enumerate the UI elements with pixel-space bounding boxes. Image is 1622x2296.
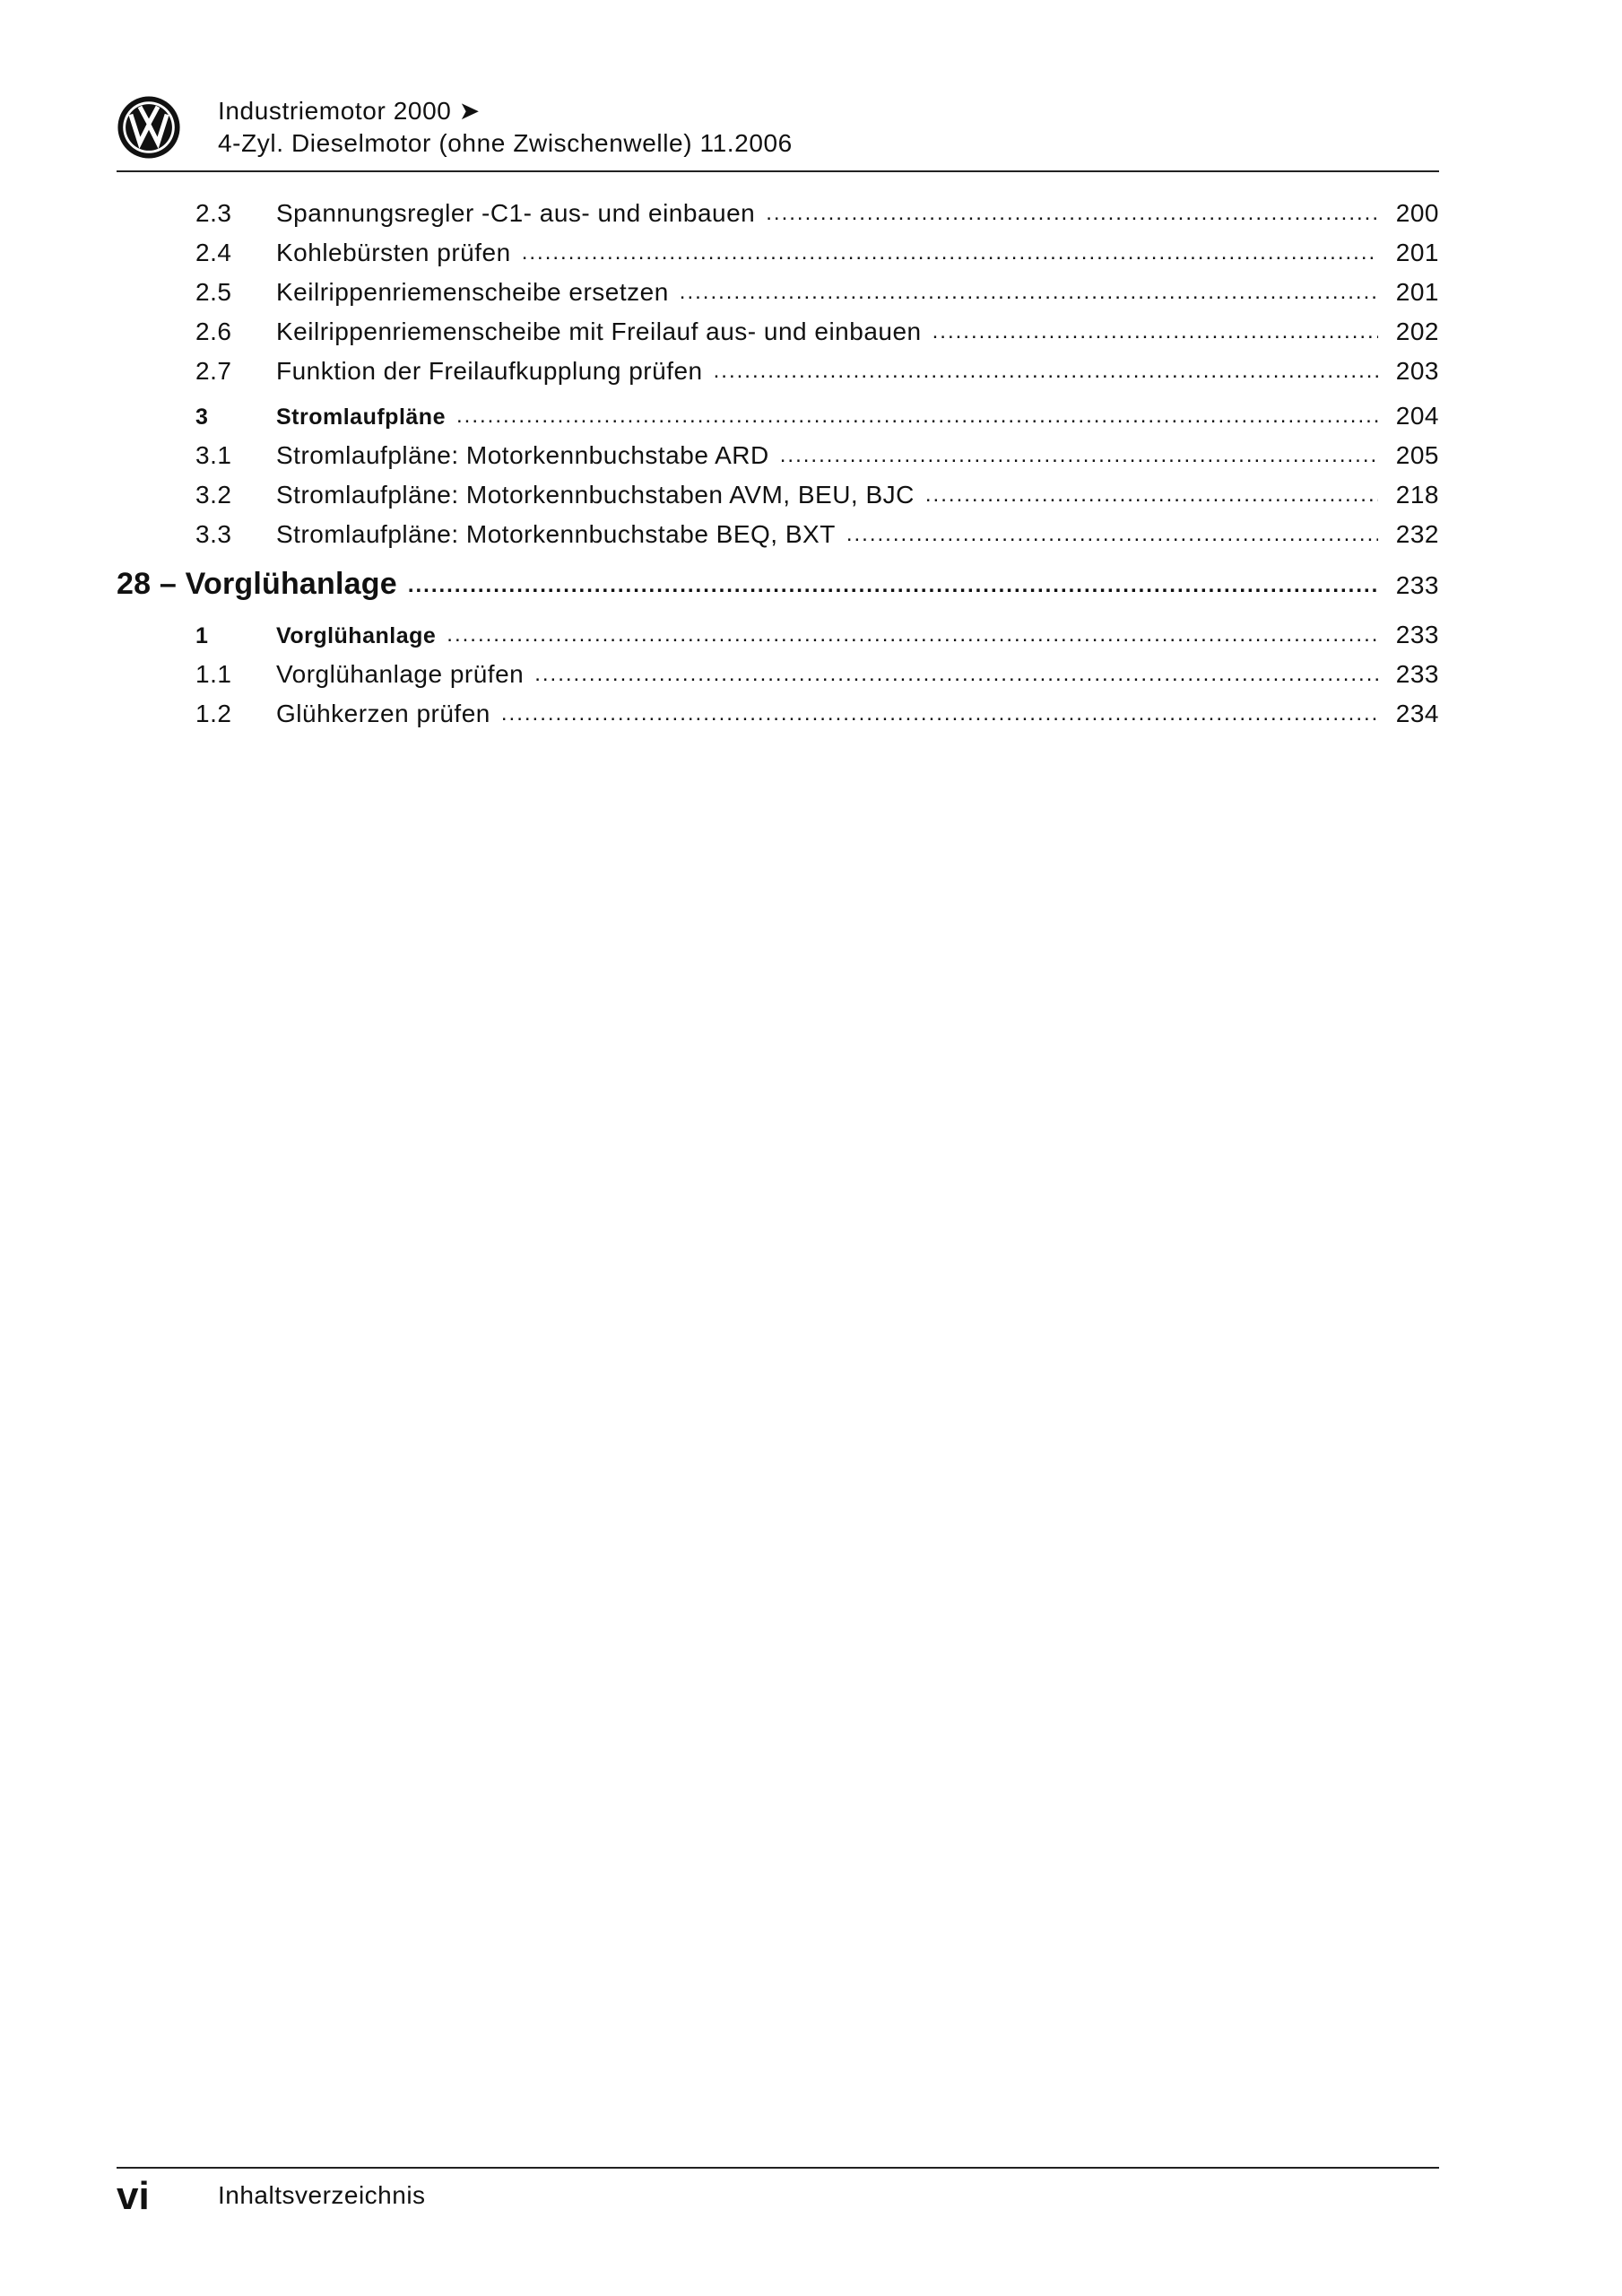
toc-entry-number: 2.5 (195, 278, 232, 306)
toc-entry-title: Stromlaufpläne: Motorkennbuchstabe ARD (276, 441, 769, 469)
toc-entry-page: 233 (1395, 621, 1439, 648)
footer-section-label: Inhaltsverzeichnis (218, 2181, 426, 2209)
toc-entry-title: Funktion der Freilaufkupplung prüfen (276, 357, 703, 385)
toc-entry-number: 2.3 (195, 199, 232, 227)
footer-page-number: vi (117, 2174, 150, 2218)
toc-chapter-title: 28 – Vorglühanlage (117, 567, 397, 601)
dot-leader (925, 483, 1378, 508)
table-of-contents (117, 199, 1439, 739)
toc-entry[interactable] (117, 481, 1439, 520)
dot-leader (846, 522, 1378, 547)
toc-entry-number: 3.1 (195, 441, 232, 469)
toc-entry-title: Vorglühanlage (276, 623, 437, 648)
footer-divider (117, 2167, 1439, 2169)
toc-entry-page: 202 (1395, 317, 1439, 345)
header-divider (117, 170, 1439, 172)
dot-leader (780, 443, 1378, 468)
toc-entry-page: 201 (1395, 278, 1439, 306)
toc-entry-title: Glühkerzen prüfen (276, 700, 490, 727)
dot-leader (766, 201, 1378, 226)
toc-entry-number: 2.4 (195, 239, 232, 266)
toc-entry[interactable] (117, 520, 1439, 560)
dot-leader (714, 359, 1378, 384)
toc-entry[interactable] (117, 317, 1439, 357)
toc-entry-title: Vorglühanlage prüfen (276, 660, 525, 688)
toc-entry-page: 234 (1395, 700, 1439, 727)
dot-leader (522, 240, 1378, 265)
header-line-2: 4-Zyl. Dieselmotor (ohne Zwischenwelle) 11.2006 (218, 129, 793, 157)
toc-entry-number: 2.7 (195, 357, 232, 385)
toc-entry-title: Keilrippenriemenscheibe ersetzen (276, 278, 669, 306)
page-header (117, 86, 1439, 170)
dot-leader (456, 404, 1378, 429)
toc-entry-title: Kohlebürsten prüfen (276, 239, 511, 266)
toc-entry-number: 1.2 (195, 700, 232, 727)
toc-entry-page: 201 (1395, 239, 1439, 266)
toc-entry-number: 1.1 (195, 660, 232, 688)
dot-leader (680, 280, 1378, 305)
toc-chapter-heading[interactable] (117, 567, 1439, 621)
dot-leader (501, 701, 1378, 726)
toc-entry[interactable] (117, 278, 1439, 317)
toc-entry-number: 1 (195, 623, 209, 648)
toc-entry-page: 204 (1395, 402, 1439, 430)
toc-entry[interactable] (117, 441, 1439, 481)
toc-entry-number: 2.6 (195, 317, 232, 345)
toc-entry[interactable] (117, 239, 1439, 278)
toc-entry-page: 233 (1395, 571, 1439, 599)
toc-entry-page: 218 (1395, 481, 1439, 509)
toc-entry-title: Spannungsregler -C1- aus- und einbauen (276, 199, 756, 227)
toc-section-heading[interactable] (117, 402, 1439, 441)
header-line-1: Industriemotor 2000 ➤ (218, 97, 481, 125)
toc-entry-title: Stromlaufpläne (276, 404, 446, 430)
toc-entry-page: 205 (1395, 441, 1439, 469)
toc-entry-number: 3 (195, 404, 209, 430)
toc-entry[interactable] (117, 700, 1439, 739)
toc-entry-title: Keilrippenriemenscheibe mit Freilauf aus- und einbauen (276, 317, 922, 345)
header-title (218, 95, 793, 160)
toc-entry-page: 200 (1395, 199, 1439, 227)
toc-entry[interactable] (117, 660, 1439, 700)
dot-leader (932, 319, 1378, 344)
dot-leader (534, 662, 1378, 687)
toc-entry-title: Stromlaufpläne: Motorkennbuchstaben AVM, BEU, BJC (276, 481, 915, 509)
toc-entry[interactable] (117, 199, 1439, 239)
toc-entry-number: 3.3 (195, 520, 232, 548)
toc-entry-title: Stromlaufpläne: Motorkennbuchstabe BEQ, BXT (276, 520, 836, 548)
dot-leader (447, 622, 1378, 648)
toc-entry[interactable] (117, 357, 1439, 396)
toc-entry-page: 232 (1395, 520, 1439, 548)
toc-entry-number: 3.2 (195, 481, 232, 509)
dot-leader (408, 573, 1378, 598)
toc-section-heading[interactable] (117, 621, 1439, 660)
toc-entry-page: 233 (1395, 660, 1439, 688)
vw-logo-icon (117, 95, 181, 160)
toc-entry-page: 203 (1395, 357, 1439, 385)
